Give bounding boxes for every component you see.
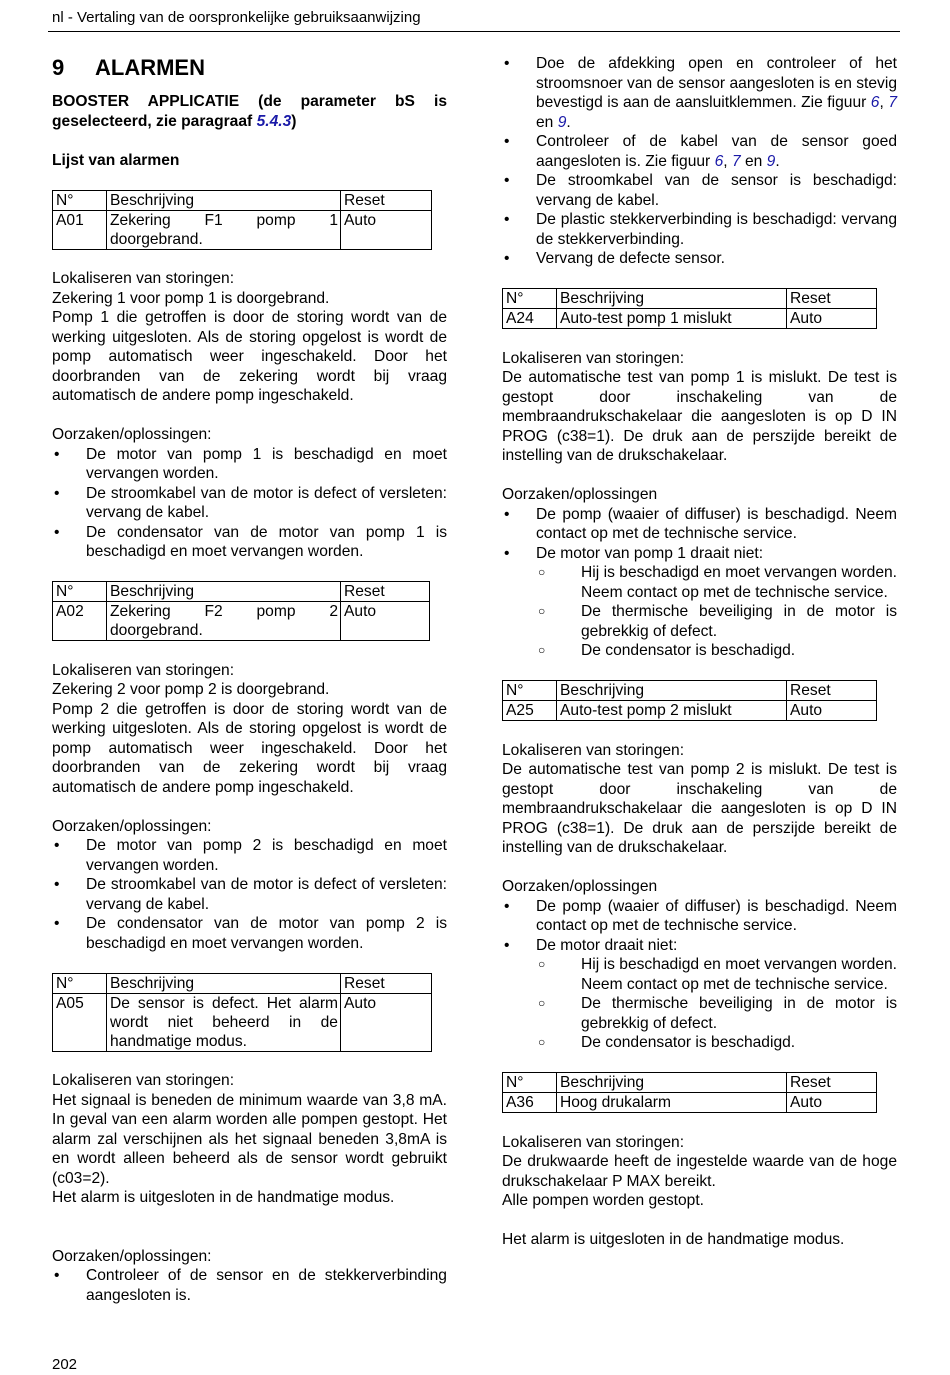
header-num: N° bbox=[503, 681, 557, 701]
header-desc: Beschrijving bbox=[107, 190, 341, 210]
sub-list-item: ○ De condensator is beschadigd. bbox=[536, 1033, 897, 1053]
table-row bbox=[503, 701, 877, 721]
figure-link[interactable]: 7 bbox=[888, 94, 897, 111]
causes-list bbox=[502, 897, 897, 1053]
section-heading bbox=[52, 54, 447, 82]
header-reset: Reset bbox=[341, 582, 430, 602]
sub-list bbox=[536, 955, 897, 1053]
right-column bbox=[502, 54, 897, 1250]
item-text: Doe de afdekking open en controleer of het stroomsnoer van de sensor aangesloten is en stevig bevestigd is aan de aansluitklemmen. Zie figuur bbox=[536, 55, 897, 111]
header-num: N° bbox=[503, 1073, 557, 1093]
list-item bbox=[502, 132, 897, 171]
figure-link[interactable]: 7 bbox=[731, 152, 741, 170]
sub-list-item: ○ De thermische beveiliging in de motor is gebrekkig of defect. bbox=[536, 994, 897, 1033]
loc-text: Pomp 2 die getroffen is door de storing wordt van de werking uitgesloten. Als de storing opgelost is wordt de pomp automatisch weer ingeschakeld. Door het doorbranden van de zekering wordt bij vraag automatisch de andere pomp ingeschakeld. bbox=[52, 700, 447, 796]
page-header: nl - Vertaling van de oorspronkelijke gebruiksaanwijzing bbox=[52, 9, 421, 26]
separator: , bbox=[723, 152, 732, 170]
loc-heading: Lokaliseren van storingen: bbox=[502, 741, 685, 759]
list-item bbox=[502, 544, 897, 661]
header-desc: Beschrijving bbox=[107, 582, 341, 602]
table-row bbox=[53, 602, 430, 641]
left-column bbox=[52, 54, 447, 1305]
section-number: 9 bbox=[52, 55, 65, 80]
figure-link[interactable]: 6 bbox=[714, 152, 724, 170]
figure-link[interactable]: 9 bbox=[766, 152, 776, 170]
header-reset: Reset bbox=[341, 190, 432, 210]
list-item: • De stroomkabel van de sensor is beschadigd: vervang de kabel. bbox=[502, 171, 897, 210]
header-desc: Beschrijving bbox=[557, 289, 787, 309]
subtitle-suffix: ) bbox=[291, 112, 297, 130]
list-item bbox=[502, 936, 897, 1053]
table-header-row bbox=[503, 1073, 877, 1093]
header-num: N° bbox=[53, 190, 107, 210]
header-reset: Reset bbox=[787, 289, 877, 309]
separator: . bbox=[566, 113, 571, 131]
sub-list-item: ○ De condensator is beschadigd. bbox=[536, 641, 897, 661]
causes-list bbox=[52, 445, 447, 562]
header-desc: Beschrijving bbox=[557, 1073, 787, 1093]
loc-text: Het signaal is beneden de minimum waarde van 3,8 mA. In geval van een alarm worden alle pompen gestopt. Het alarm zal verschijnen als het signaal beneden 3,8mA is en wordt alleen beheerd als de sensor wordt gebruikt (c03=2). bbox=[52, 1091, 447, 1187]
alarm-code: A05 bbox=[53, 993, 107, 1051]
table-row bbox=[53, 993, 432, 1051]
header-num: N° bbox=[503, 289, 557, 309]
loc-heading: Lokaliseren van storingen: bbox=[502, 349, 685, 367]
causes-heading: Oorzaken/oplossingen: bbox=[52, 426, 212, 443]
list-item: • De pomp (waaier of diffuser) is beschadigd. Neem contact op met de technische service. bbox=[502, 505, 897, 544]
alarm-desc: Zekering F2 pomp 2 doorgebrand. bbox=[107, 602, 341, 641]
header-desc: Beschrijving bbox=[557, 681, 787, 701]
list-item: • De motor van pomp 2 is beschadigd en moet vervangen worden. bbox=[52, 836, 447, 875]
alarm-desc: De sensor is defect. Het alarm wordt niet beheerd in de handmatige modus. bbox=[107, 993, 341, 1051]
loc-text: De drukwaarde heeft de ingestelde waarde van de hoge drukschakelaar P MAX bereikt. bbox=[502, 1153, 897, 1190]
alarm-code: A24 bbox=[503, 309, 557, 329]
list-item: • Vervang de defecte sensor. bbox=[502, 249, 897, 269]
sub-list bbox=[536, 563, 897, 661]
table-header-row bbox=[503, 681, 877, 701]
alarm-table-a02 bbox=[52, 581, 430, 641]
alarm-desc: Zekering F1 pomp 1 doorgebrand. bbox=[107, 210, 341, 249]
loc-text: Zekering 1 voor pomp 1 is doorgebrand. bbox=[52, 289, 330, 307]
causes-heading: Oorzaken/oplossingen: bbox=[52, 1247, 212, 1265]
alarm-table-a01 bbox=[52, 190, 432, 250]
header-reset: Reset bbox=[341, 973, 432, 993]
alarm-reset: Auto bbox=[341, 210, 432, 249]
list-item: • De condensator van de motor van pomp 2 is beschadigd en moet vervangen worden. bbox=[52, 914, 447, 953]
causes-list bbox=[52, 836, 447, 953]
loc-text: Alle pompen worden gestopt. bbox=[502, 1192, 704, 1209]
header-num: N° bbox=[53, 582, 107, 602]
list-item: • De pomp (waaier of diffuser) is beschadigd. Neem contact op met de technische service. bbox=[502, 897, 897, 936]
alarm-code: A36 bbox=[503, 1093, 557, 1113]
list-item: • Controleer of de sensor en de stekkerverbinding aangesloten is. bbox=[52, 1266, 447, 1305]
table-header-row bbox=[53, 190, 432, 210]
alarm-table-a05 bbox=[52, 973, 432, 1052]
alarm-reset: Auto bbox=[341, 993, 432, 1051]
list-item: • De plastic stekkerverbinding is beschadigd: vervang de stekkerverbinding. bbox=[502, 210, 897, 249]
table-row bbox=[503, 1093, 877, 1113]
list-item: • De stroomkabel van de motor is defect of versleten: vervang de kabel. bbox=[52, 875, 447, 914]
page-number: 202 bbox=[52, 1356, 78, 1373]
alarm-table-a25 bbox=[502, 680, 877, 721]
figure-link[interactable]: 9 bbox=[557, 113, 567, 131]
causes-list bbox=[52, 1266, 447, 1305]
causes-list bbox=[502, 505, 897, 661]
loc-text: De automatische test van pomp 2 is mislukt. De test is gestopt door inschakeling van de membraandrukschakelaar die aangesloten is op D IN PROG (c38=1). De druk aan de perszijde bereikt de instelling van de drukschakelaar. bbox=[502, 761, 897, 856]
separator: . bbox=[775, 152, 780, 170]
causes-heading: Oorzaken/oplossingen bbox=[502, 878, 658, 895]
alarm-desc: Hoog drukalarm bbox=[557, 1093, 787, 1113]
loc-text: Pomp 1 die getroffen is door de storing wordt van de werking uitgesloten. Als de storing opgelost is wordt de pomp automatisch weer ingeschakeld. Door het doorbranden van de zekering wordt bij vraag automatisch de andere pomp ingeschakeld. bbox=[52, 309, 447, 404]
loc-heading: Lokaliseren van storingen: bbox=[52, 661, 235, 679]
loc-heading: Lokaliseren van storingen: bbox=[502, 1133, 685, 1151]
causes-list-continued bbox=[502, 54, 897, 269]
table-row bbox=[53, 210, 432, 249]
sub-list-item: ○ De thermische beveiliging in de motor is gebrekkig of defect. bbox=[536, 602, 897, 641]
list-item bbox=[502, 54, 897, 132]
subtitle-text: BOOSTER APPLICATIE (de parameter bS is geselecteerd, zie paragraaf bbox=[52, 93, 447, 130]
separator: en bbox=[536, 113, 558, 131]
separator: en bbox=[740, 152, 767, 170]
loc-heading: Lokaliseren van storingen: bbox=[52, 1072, 235, 1089]
header-desc: Beschrijving bbox=[107, 973, 341, 993]
header-reset: Reset bbox=[787, 681, 877, 701]
sub-list-item: ○ Hij is beschadigd en moet vervangen worden. Neem contact op met de technische service. bbox=[536, 955, 897, 994]
loc-text: De automatische test van pomp 1 is mislukt. De test is gestopt door inschakeling van de membraandrukschakelaar die aangesloten is op D IN PROG (c38=1). De druk aan de perszijde bereikt de instelling van de drukschakelaar. bbox=[502, 369, 897, 464]
table-header-row bbox=[53, 973, 432, 993]
causes-heading: Oorzaken/oplossingen: bbox=[52, 817, 212, 835]
alarm-reset: Auto bbox=[787, 701, 877, 721]
alarm-desc: Auto-test pomp 1 mislukt bbox=[557, 309, 787, 329]
causes-heading: Oorzaken/oplossingen bbox=[502, 486, 658, 503]
alarm-table-a24 bbox=[502, 288, 877, 329]
table-header-row bbox=[53, 582, 430, 602]
loc-text: Zekering 2 voor pomp 2 is doorgebrand. bbox=[52, 681, 330, 698]
note-text: Het alarm is uitgesloten in de handmatige modus. bbox=[502, 1231, 845, 1248]
header-rule bbox=[48, 31, 900, 32]
header-num: N° bbox=[53, 973, 107, 993]
figure-link[interactable]: 6 bbox=[870, 94, 880, 111]
item-text: De motor draait niet: bbox=[536, 936, 678, 954]
section-title: ALARMEN bbox=[95, 55, 205, 80]
list-item: • De motor van pomp 1 is beschadigd en moet vervangen worden. bbox=[52, 445, 447, 484]
sub-list-item: ○ Hij is beschadigd en moet vervangen worden. Neem contact op met de technische service. bbox=[536, 563, 897, 602]
alarm-reset: Auto bbox=[341, 602, 430, 641]
loc-heading: Lokaliseren van storingen: bbox=[52, 270, 235, 287]
paragraph-link[interactable]: 5.4.3 bbox=[256, 112, 292, 130]
alarm-reset: Auto bbox=[787, 309, 877, 329]
separator: , bbox=[879, 94, 889, 111]
table-header-row bbox=[503, 289, 877, 309]
item-text: De motor van pomp 1 draait niet: bbox=[536, 544, 764, 562]
alarm-table-a36 bbox=[502, 1072, 877, 1113]
alarm-code: A25 bbox=[503, 701, 557, 721]
alarm-code: A02 bbox=[53, 602, 107, 641]
list-item: • De condensator van de motor van pomp 1 is beschadigd en moet vervangen worden. bbox=[52, 523, 447, 562]
header-reset: Reset bbox=[787, 1073, 877, 1093]
loc-text: Het alarm is uitgesloten in de handmatige modus. bbox=[52, 1189, 395, 1206]
section-subtitle bbox=[52, 92, 447, 131]
item-text: Controleer of de kabel van de sensor goed aangesloten is. Zie figuur bbox=[536, 133, 897, 170]
list-heading: Lijst van alarmen bbox=[52, 151, 180, 169]
list-item: • De stroomkabel van de motor is defect of versleten: vervang de kabel. bbox=[52, 484, 447, 523]
table-row bbox=[503, 309, 877, 329]
alarm-reset: Auto bbox=[787, 1093, 877, 1113]
alarm-code: A01 bbox=[53, 210, 107, 249]
alarm-desc: Auto-test pomp 2 mislukt bbox=[557, 701, 787, 721]
